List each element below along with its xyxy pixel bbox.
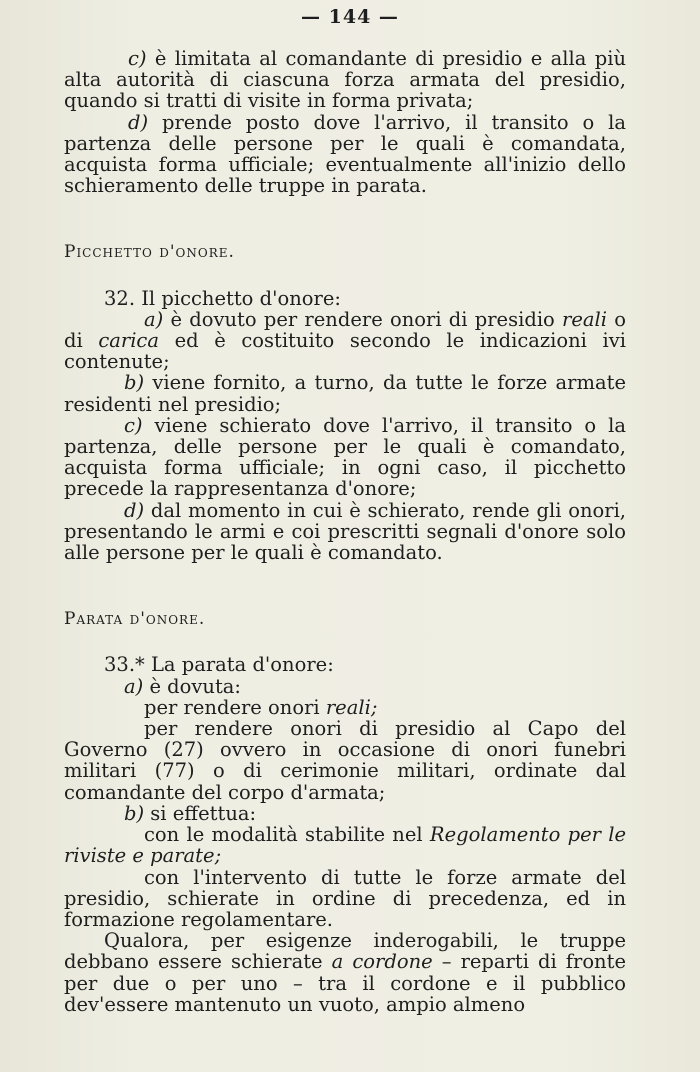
- item-d-posto: [64, 112, 626, 197]
- italic-term: reali;: [325, 695, 378, 719]
- item-c-limitata: [64, 48, 626, 112]
- item-text: si effettua:: [150, 801, 257, 825]
- item-label: b): [124, 371, 145, 395]
- section1-intro: 32. Il picchetto d'onore:: [104, 286, 341, 310]
- item-label: c): [124, 413, 143, 437]
- section2-b-line1: [64, 824, 626, 866]
- section2-intro: 33.* La parata d'onore:: [104, 653, 334, 677]
- item-label: a): [124, 674, 144, 698]
- item-text: con le modalità stabilite nel: [144, 823, 423, 847]
- section1-item-d: [64, 500, 626, 564]
- section2-final-paragraph: [64, 930, 626, 1015]
- section2-item-b: [64, 803, 626, 824]
- item-text: ed è costituito secondo le indicazioni ivi contenute;: [64, 329, 626, 374]
- item-text: dal momento in cui è schierato, rende gli onori, presentando le armi e coi prescritti segnali d'onore solo alle persone per le quali è comandato.: [64, 498, 627, 565]
- section2-item-a: [64, 676, 626, 697]
- section-heading-picchetto: Picchetto d'onore.: [64, 242, 235, 263]
- item-label: d): [124, 498, 145, 522]
- item-text: per rendere onori: [144, 695, 320, 719]
- section2-b-line2: con l'intervento di tutte le forze armate del presidio, schierate in ordine di precedenza, ed in formazione regolamentare.: [64, 865, 626, 931]
- item-label: a): [144, 307, 164, 331]
- item-text: viene fornito, a turno, da tutte le forze armate residenti nel presidio;: [64, 371, 626, 416]
- section1-item-a: [64, 309, 626, 373]
- item-text: o di: [64, 307, 626, 353]
- section1-item-c: [64, 415, 626, 500]
- section2-a-line2: per rendere onori di presidio al Capo del Governo (27) ovvero in occasione di onori funebri militari (77) o di cerimonie militari, ordinate dal comandante del corpo d'armata;: [64, 717, 626, 804]
- item-text: prende posto dove l'arrivo, il transito o la partenza delle persone per le quali è comandata, acquista forma ufficiale; eventualmente all'inizio dello schieramento delle truppe in parata.: [64, 110, 626, 198]
- italic-term: a cordone: [331, 950, 433, 974]
- italic-term: carica: [98, 329, 159, 353]
- item-text: è dovuto per rendere onori di presidio: [170, 307, 555, 331]
- item-label: d): [128, 110, 149, 134]
- italic-term: Regolamento per le riviste e parate;: [64, 823, 626, 868]
- item-label: c): [128, 47, 147, 70]
- item-label: b): [124, 801, 145, 825]
- italic-term: reali: [562, 307, 607, 331]
- section2-a-line1: [64, 697, 626, 718]
- item-text: è dovuta:: [149, 674, 242, 698]
- page-number: — 144 —: [301, 6, 399, 28]
- item-text: Qualora, per esigenze inderogabili, le truppe debbano essere schierate: [64, 929, 626, 974]
- item-text: viene schierato dove l'arrivo, il transito o la partenza, delle persone per le quali è comandato, acquista forma ufficiale; in ogni caso, il picchetto precede la rappresentanza d'onore;: [64, 413, 626, 501]
- item-text: è limitata al comandante di presidio e alla più alta autorità di ciascuna forza armata del presidio, quando si tratti di visite in forma privata;: [64, 47, 627, 113]
- section-heading-parata: Parata d'onore.: [64, 609, 206, 630]
- item-text: – reparti di fronte per due o per uno – tra il cordone e il pubblico dev'essere mantenuto un vuoto, ampio almeno: [64, 950, 626, 1016]
- page-body: [64, 48, 626, 1015]
- section1-item-b: [64, 372, 626, 414]
